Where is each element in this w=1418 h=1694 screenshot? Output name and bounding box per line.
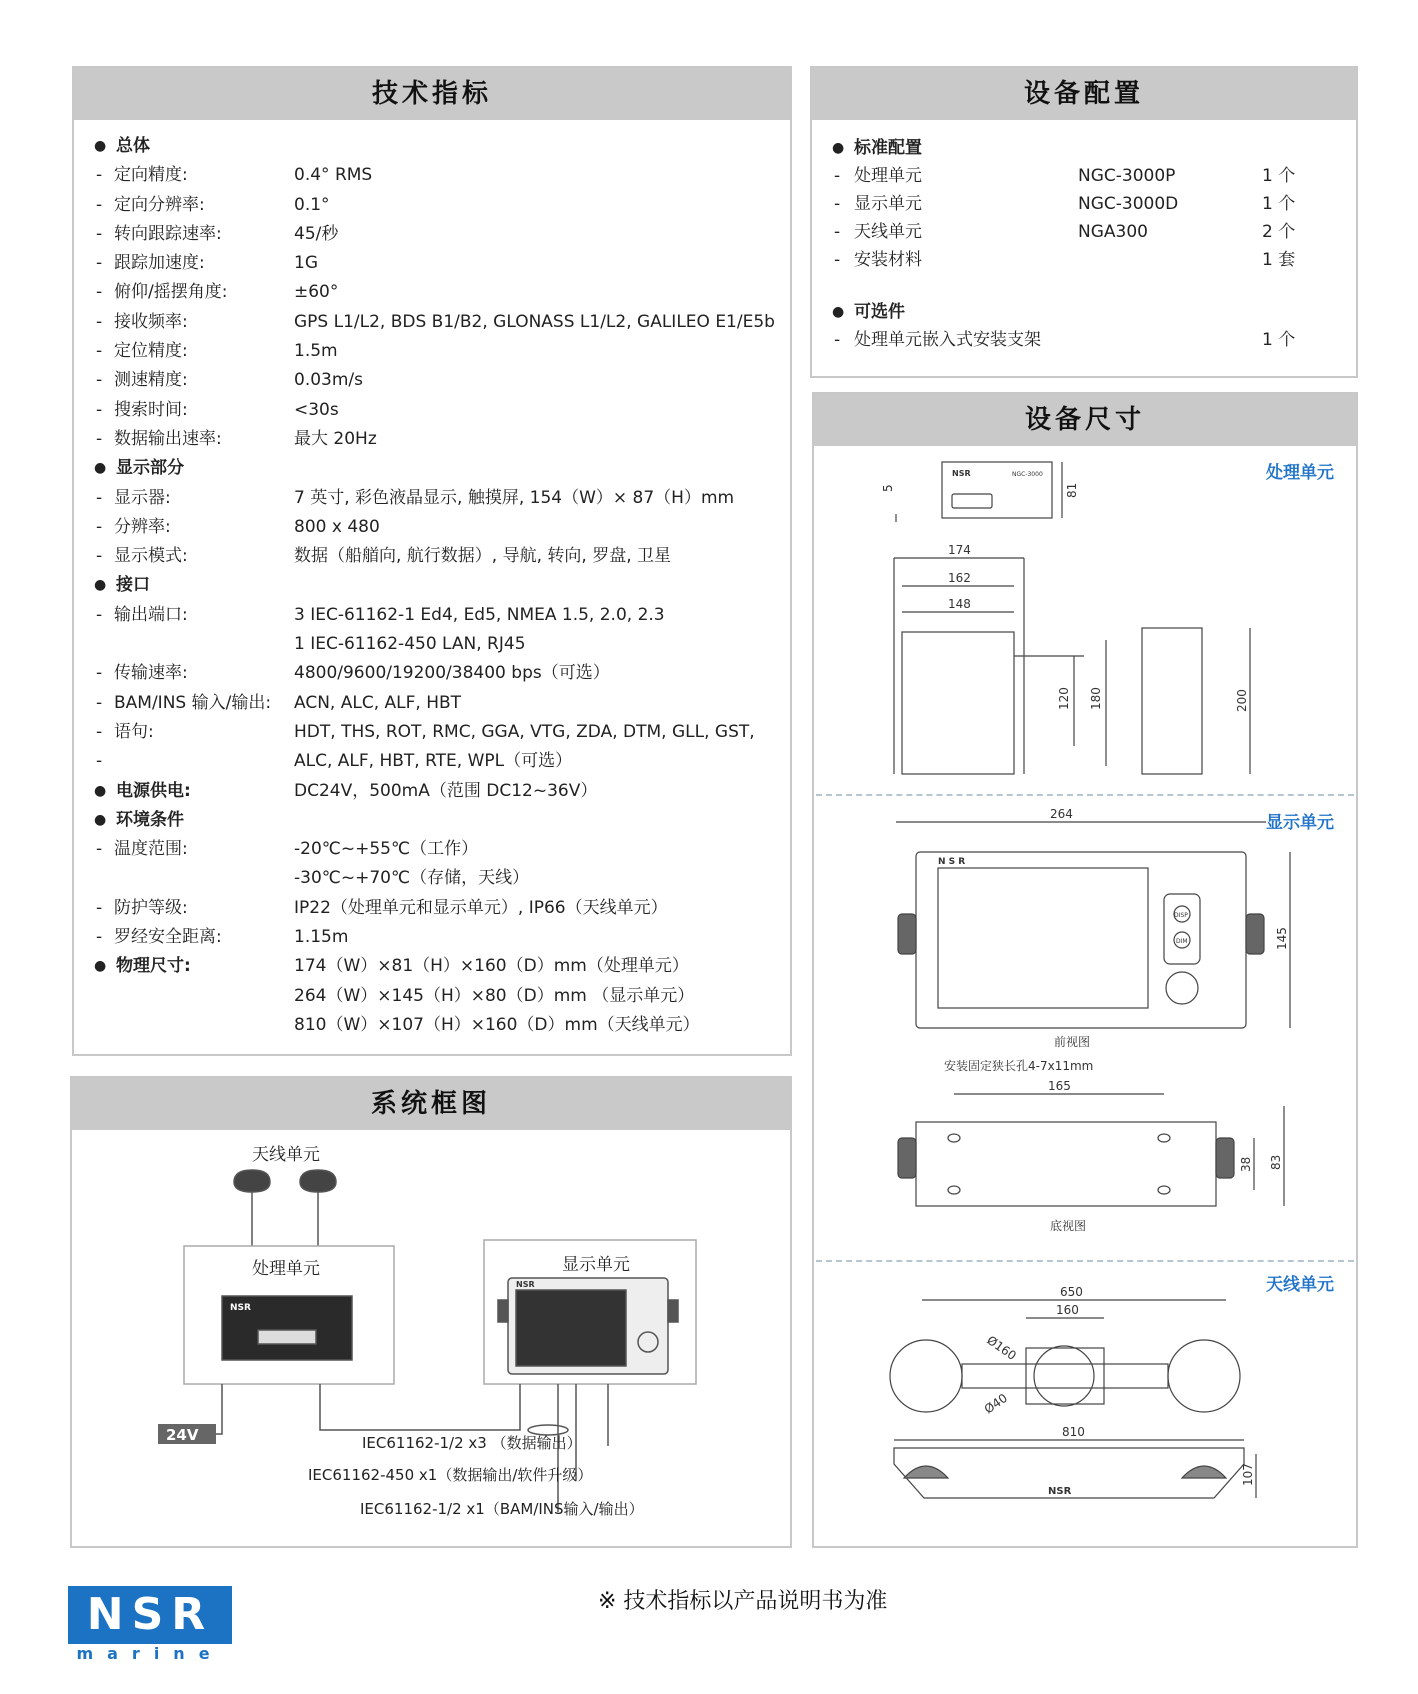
svg-text:148: 148 (948, 597, 971, 611)
section-standard: ● 标准配置 (832, 138, 922, 158)
section-physical: ● 物理尺寸: 174（W）×81（H）×160（D）mm（处理单元） (94, 956, 689, 977)
svg-text:107: 107 (1241, 1463, 1255, 1486)
svg-text:160: 160 (1056, 1303, 1079, 1317)
svg-text:5: 5 (881, 484, 895, 492)
svg-text:38: 38 (1239, 1156, 1253, 1172)
spec-row: - BAM/INS 输入/输出: ACN, ALC, ALF, HBT (96, 692, 462, 713)
antenna-side-drawing (894, 1425, 1256, 1498)
svg-text:165: 165 (1048, 1079, 1071, 1093)
dimensions-title: 设备尺寸 (814, 394, 1356, 446)
svg-text:前视图: 前视图 (1054, 1035, 1091, 1049)
spec-row: - 测速精度: 0.03m/s (96, 370, 363, 391)
spec-row: - 搜索时间: <30s (96, 399, 339, 420)
config-row: - 处理单元嵌入式安装支架 1 个 (834, 330, 1296, 350)
tech-spec-title: 技术指标 (74, 68, 790, 120)
svg-text:IEC61162-1/2 x3 （数据输出）: IEC61162-1/2 x3 （数据输出） (362, 1434, 582, 1452)
svg-text:DISP: DISP (1174, 912, 1188, 919)
display-dim-label: 显示单元 (1266, 813, 1334, 833)
nsr-marine-logo (68, 1586, 232, 1668)
config-title: 设备配置 (812, 68, 1356, 120)
svg-text:底视图: 底视图 (1050, 1219, 1087, 1233)
svg-text:83: 83 (1269, 1154, 1283, 1170)
system-diagram (72, 1130, 790, 1550)
processor-dim-label: 处理单元 (1266, 463, 1334, 483)
config-row: - 显示单元 NGC-3000D 1 个 (834, 194, 1296, 214)
svg-text:Ø160: Ø160 (984, 1332, 1019, 1364)
spec-row: - 输出端口: 3 IEC-61162-1 Ed4, Ed5, NMEA 1.5, 2.0, 2.3 (96, 604, 665, 625)
svg-text:264: 264 (1050, 807, 1073, 821)
config-row: - 安装材料 1 套 (834, 250, 1296, 270)
spec-row: - 防护等级: IP22（处理单元和显示单元）, IP66（天线单元） (96, 897, 668, 918)
processor-front-drawing (894, 543, 1250, 774)
section-optional: ● 可选件 (832, 302, 905, 322)
svg-text:N S R: N S R (938, 857, 966, 867)
spec-row: - 定向精度: 0.4° RMS (96, 165, 373, 186)
section-display: ● 显示部分 (94, 458, 184, 479)
spec-row: - 显示器: 7 英寸, 彩色液晶显示, 触摸屏, 154（W）× 87（H）mm (96, 487, 735, 508)
dimensions-panel (812, 392, 1358, 1548)
spec-row: - 俯仰/摇摆角度: ±60° (96, 282, 339, 303)
spec-row: 810（W）×107（H）×160（D）mm（天线单元） (294, 1014, 700, 1035)
svg-text:DIM: DIM (1176, 938, 1188, 945)
svg-text:162: 162 (948, 571, 971, 585)
spec-row: - 定位精度: 1.5m (96, 341, 338, 362)
svg-text:200: 200 (1235, 689, 1249, 712)
dimension-drawings (814, 394, 1356, 1544)
system-diagram-panel (70, 1076, 792, 1548)
config-panel (810, 66, 1358, 378)
footer-note: ※ 技术指标以产品说明书为准 (598, 1589, 888, 1614)
system-diagram-title: 系统框图 (72, 1078, 790, 1130)
svg-text:显示单元: 显示单元 (562, 1255, 630, 1275)
processor-side-drawing (881, 462, 1079, 522)
svg-text:NSR: NSR (230, 1303, 251, 1313)
section-power: ● 电源供电: DC24V，500mA（范围 DC12~36V） (94, 780, 598, 801)
svg-text:NSR: NSR (516, 1280, 535, 1289)
spec-row: - 分辨率: 800 x 480 (96, 516, 380, 537)
svg-text:120: 120 (1057, 687, 1071, 710)
svg-text:NSR: NSR (1048, 1486, 1072, 1497)
svg-text:NGC-3000: NGC-3000 (1012, 471, 1043, 478)
spec-row: - 罗经安全距离: 1.15m (96, 927, 349, 948)
svg-text:天线单元: 天线单元 (252, 1145, 320, 1165)
svg-text:24V: 24V (166, 1426, 199, 1444)
spec-row: - 语句: HDT, THS, ROT, RMC, GGA, VTG, ZDA, DTM, GLL, GST, (96, 721, 755, 742)
svg-text:安装固定狭长孔4-7x11mm: 安装固定狭长孔4-7x11mm (944, 1059, 1094, 1073)
section-interface: ● 接口 (94, 575, 150, 596)
antenna-top-drawing (890, 1285, 1240, 1416)
antenna-dim-label: 天线单元 (1266, 1275, 1334, 1295)
section-general: ● 总体 (94, 136, 150, 156)
spec-row: - 温度范围: -20℃~+55℃（工作） (96, 839, 479, 860)
svg-text:IEC61162-1/2 x1（BAM/INS输入/输出）: IEC61162-1/2 x1（BAM/INS输入/输出） (360, 1500, 644, 1518)
svg-text:145: 145 (1275, 927, 1289, 950)
svg-text:174: 174 (948, 543, 971, 557)
spec-row: - 定向分辨率: 0.1° (96, 194, 330, 215)
tech-spec-panel (72, 66, 792, 1056)
tech-spec-list (94, 132, 794, 1040)
svg-text:Ø40: Ø40 (981, 1390, 1010, 1417)
spec-row: - 跟踪加速度: 1G (96, 253, 318, 274)
spec-row: 264（W）×145（H）×80（D）mm （显示单元） (294, 985, 695, 1006)
spec-row: - 接收频率: GPS L1/L2, BDS B1/B2, GLONASS L1/L2, GALILEO E1/E5b (96, 311, 775, 332)
config-list (832, 134, 1332, 354)
spec-row: -30℃~+70℃（存储，天线） (294, 868, 530, 889)
display-front-drawing (896, 807, 1290, 1073)
svg-text:NSR: NSR (952, 469, 971, 478)
logo-subtext: marine (76, 1644, 224, 1663)
svg-text:IEC61162-450 x1（数据输出/软件升级）: IEC61162-450 x1（数据输出/软件升级） (308, 1466, 593, 1484)
spec-row: - 转向跟踪速率: 45/秒 (96, 223, 339, 244)
display-bottom-drawing (898, 1079, 1284, 1233)
svg-text:180: 180 (1089, 687, 1103, 710)
svg-text:810: 810 (1062, 1425, 1085, 1439)
spec-row: - 数据输出速率: 最大 20Hz (96, 428, 377, 449)
spec-row: - 显示模式: 数据（船艏向, 航行数据）, 导航, 转向, 罗盘, 卫星 (96, 546, 672, 567)
section-environment: ● 环境条件 (94, 809, 184, 830)
spec-row: - ALC, ALF, HBT, RTE, WPL（可选） (96, 751, 573, 772)
config-row: - 处理单元 NGC-3000P 1 个 (834, 166, 1296, 186)
svg-text:81: 81 (1065, 482, 1079, 498)
config-row: - 天线单元 NGA300 2 个 (834, 222, 1296, 242)
svg-text:处理单元: 处理单元 (252, 1259, 320, 1279)
spacer (832, 274, 1332, 298)
spec-row: - 传输速率: 4800/9600/19200/38400 bps（可选） (96, 663, 610, 684)
svg-text:650: 650 (1060, 1285, 1083, 1299)
logo-block: NSR (68, 1586, 232, 1644)
spec-row: 1 IEC-61162-450 LAN, RJ45 (294, 634, 526, 655)
